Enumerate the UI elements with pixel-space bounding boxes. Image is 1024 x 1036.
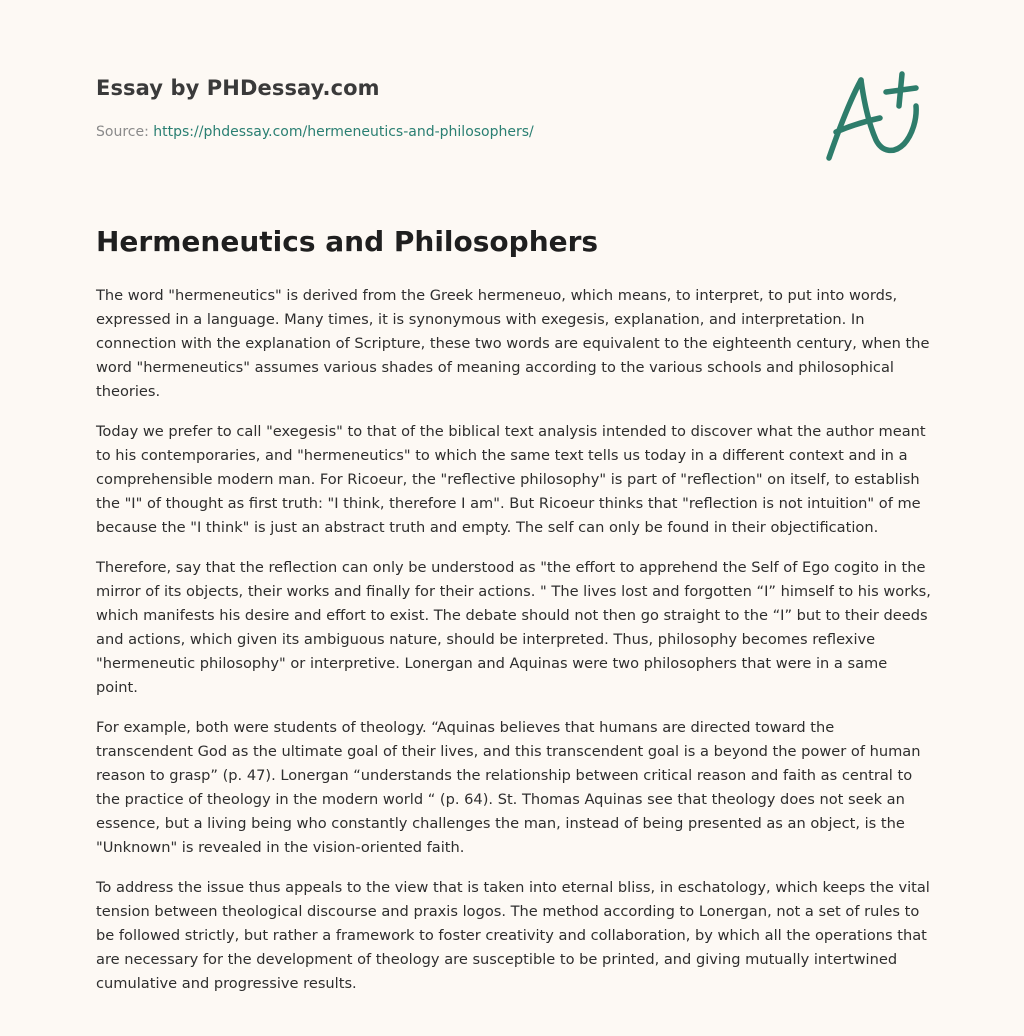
- a-plus-logo-icon: [816, 66, 932, 166]
- paragraph: Therefore, say that the reflection can only be understood as "the effort to apprehend the Self of Ego cogito in the mirror of its objects, their works and finally for their actions. " The lives lost and forgotten “I” himself to his works, which manifests his desire and effort to exist. The debate should not then go straight to the “I” but to their deeds and actions, which given its ambiguous nature, should be interpreted. Thus, philosophy becomes reflexive "hermeneutic philosophy" or interpretive. Lonergan and Aquinas were two philosophers that were in a same point.: [96, 559, 931, 696]
- paragraph: The word "hermeneutics" is derived from the Greek hermeneuo, which means, to interpret, to put into words, expressed in a language. Many times, it is synonymous with exegesis, explanation, and interpretation. In connection with the explanation of Scripture, these two words are equivalent to the eighteenth century, when the word "hermeneutics" assumes various shades of meaning according to the various schools and philosophical theories.: [96, 287, 930, 400]
- brand-title: Essay by PHDessay.com: [96, 76, 380, 100]
- essay-title: Hermeneutics and Philosophers: [96, 225, 599, 258]
- paragraph: Today we prefer to call "exegesis" to that of the biblical text analysis intended to discover what the author meant to his contemporaries, and "hermeneutics" to which the same text tells us today in a different context and in a comprehensible modern man. For Ricoeur, the "reflective philosophy" is part of "reflection" on itself, to establish the "I" of thought as first truth: "I think, therefore I am". But Ricoeur thinks that "reflection is not intuition" of me because the "I think" is just an abstract truth and empty. The self can only be found in their objectification.: [96, 423, 926, 536]
- source-link[interactable]: https://phdessay.com/hermeneutics-and-philosophers/: [153, 124, 534, 140]
- source-line: [96, 124, 534, 140]
- paragraph: For example, both were students of theology. “Aquinas believes that humans are directed toward the transcendent God as the ultimate goal of their lives, and this transcendent goal is a beyond the power of human reason to grasp” (p. 47). Lonergan “understands the relationship between critical reason and faith as central to the practice of theology in the modern world “ (p. 64). St. Thomas Aquinas see that theology does not seek an essence, but a living being who constantly challenges the man, instead of being presented as an object, is the "Unknown" is revealed in the vision-oriented faith.: [96, 719, 921, 856]
- source-label: Source:: [96, 124, 149, 140]
- essay-body: [96, 284, 932, 1012]
- paragraph: To address the issue thus appeals to the view that is taken into eternal bliss, in eschatology, which keeps the vital tension between theological discourse and praxis logos. The method according to Lonergan, not a set of rules to be followed strictly, but rather a framework to foster creativity and collaboration, by which all the operations that are necessary for the development of theology are susceptible to be printed, and giving mutually intertwined cumulative and progressive results.: [96, 879, 930, 992]
